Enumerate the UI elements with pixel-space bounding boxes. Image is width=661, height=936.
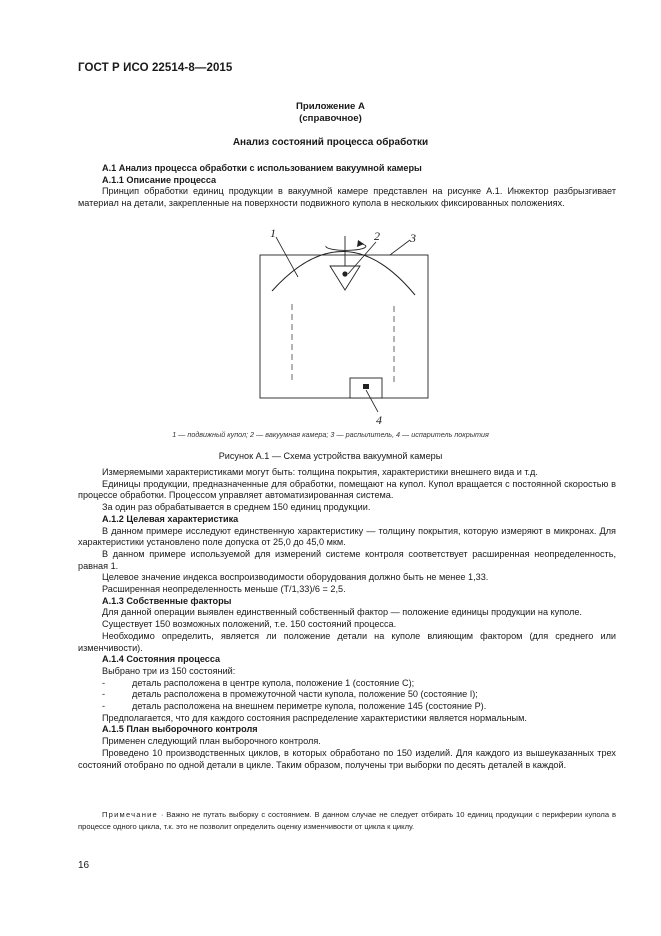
standard-header: ГОСТ Р ИСО 22514-8—2015 — [78, 62, 233, 74]
figure-caption: Рисунок А.1 — Схема устройства вакуумной камеры — [218, 451, 443, 461]
vacuum-chamber-diagram — [240, 222, 440, 430]
note-text: · Важно не путать выборку с состоянием. В данном случае не следует отбирать 10 единиц продукции с периферии купола в процессе одного цикла, т.к. это не позволит определить оценку изменчивости от цикла к циклу. — [78, 810, 616, 831]
leader-line-3 — [390, 240, 410, 255]
leader-line-1 — [276, 237, 298, 277]
paragraph: Принцип обработки единиц продукции в вакуумной камере представлен на рисунке А.1. Инжектор разбрызгивает материал на детали, закрепленные на поверхности подвижного купола в нескольких фиксированных положениях. — [78, 186, 616, 209]
paragraph: Проведено 10 производственных циклов, в которых обработано по 150 изделий. Для каждого из вышеуказанных трех состояний отобрано по одной детали в цикле. Таким образом, получены три выборки по десять деталей в каждой. — [78, 747, 616, 770]
section-heading-a14: А.1.4 Состояния процесса — [102, 654, 221, 665]
note-label: Примечание — [102, 810, 158, 819]
main-text — [78, 467, 616, 771]
callout-3: 3 — [410, 231, 416, 245]
annex-heading: Анализ состояний процесса обработки — [232, 137, 429, 148]
paragraph: Измеряемыми характеристиками могут быть: толщина покрытия, характеристики внешнего вида и т.д. — [102, 467, 538, 477]
paragraph: Необходимо определить, является ли положение детали на куполе влияющим фактором (для среднего или изменчивости). — [78, 630, 616, 653]
paragraph: Расширенная неопределенность меньше (Т/1,33)/6 = 2,5. — [102, 584, 346, 595]
paragraph: Применен следующий план выборочного контроля. — [102, 736, 321, 747]
section-heading-a13: А.1.3 Собственные факторы — [102, 595, 232, 606]
section-heading-a12: А.1.2 Целевая характеристика — [102, 513, 239, 524]
paragraph: Предполагается, что для каждого состояния распределение характеристики является нормальным. — [102, 712, 527, 723]
paragraph: В данном примере используемой для измерений системе контроля соответствует расширенная неопределенность, равная 1. — [78, 548, 616, 571]
note — [78, 809, 616, 832]
paragraph: Единицы продукции, предназначенные для обработки, помещают на купол. Купол вращается с постоянной скоростью в процессе обработки. Процессом управляет автоматизированная система. — [78, 478, 616, 501]
section-heading-a15: А.1.5 План выборочного контроля — [102, 724, 258, 735]
list-item: - деталь расположена на внешнем периметре купола, положение 145 (состояние Р). — [102, 701, 487, 712]
callout-4: 4 — [376, 413, 382, 427]
annex-subtitle: (справочное) — [299, 113, 362, 124]
sprayer-icon — [330, 266, 360, 290]
callout-2: 2 — [374, 229, 380, 243]
list-item: - деталь расположена в промежуточной части купола, положение 50 (состояние I); — [102, 689, 478, 700]
paragraph: За один раз обрабатывается в среднем 150 единиц продукции. — [102, 502, 371, 513]
list-item: - деталь расположена в центре купола, положение 1 (состояние С); — [102, 677, 415, 688]
annex-title: Приложение А — [296, 101, 365, 112]
paragraph: Выбрано три из 150 состояний: — [102, 665, 236, 676]
paragraph: Целевое значение индекса воспроизводимости оборудования должно быть не менее 1,33. — [102, 572, 489, 583]
page-number: 16 — [78, 860, 90, 871]
paragraph: Для данной операции выявлен единственный собственный фактор — положение единицы продукции на куполе. — [102, 607, 582, 618]
sprayer-nozzle — [342, 271, 347, 276]
section-heading-a1: А.1 Анализ процесса обработки с использованием вакуумной камеры — [102, 163, 422, 173]
figure-legend: 1 — подвижный купол; 2 — вакуумная камера; 3 — распылитель, 4 — испаритель покрытия — [172, 430, 489, 439]
section-heading-a11: А.1.1 Описание процесса — [102, 174, 217, 185]
callout-1: 1 — [270, 226, 276, 240]
paragraph: Существует 150 возможных положений, т.е. 150 состояний процесса. — [102, 619, 397, 630]
section-a1 — [78, 163, 616, 210]
evaporator-core — [363, 384, 369, 389]
paragraph: В данном примере исследуют единственную характеристику — толщину покрытия, которую измеряют в микронах. Для характеристики установлено поле допуска от 25,0 до 45,0 мкм. — [78, 525, 616, 548]
annex-title-block — [0, 101, 661, 125]
arrowhead-icon — [357, 240, 364, 247]
